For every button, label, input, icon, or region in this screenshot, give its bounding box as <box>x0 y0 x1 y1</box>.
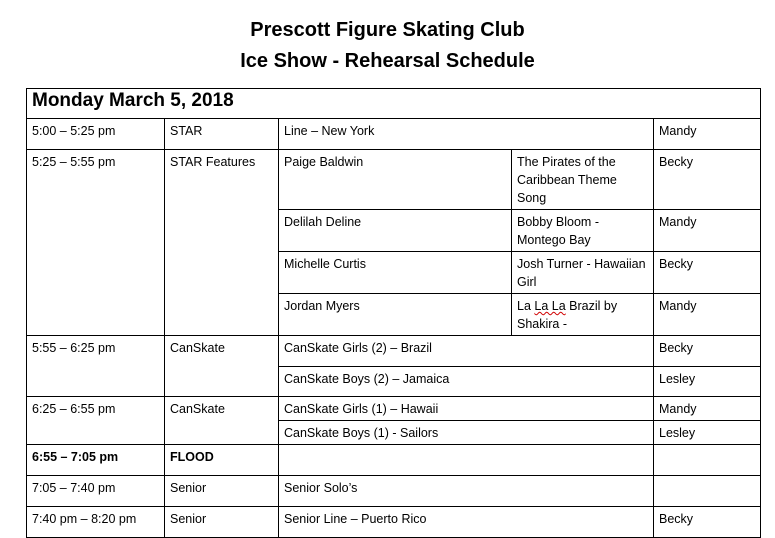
group-cell: STAR <box>165 119 279 150</box>
coach-cell: Mandy <box>654 294 761 336</box>
day-header-row <box>27 89 761 119</box>
table-row <box>27 150 761 210</box>
spellcheck-underlined-text: La La <box>534 299 566 313</box>
item-cell: CanSkate Boys (1) - Sailors <box>279 421 654 445</box>
skater-cell: Michelle Curtis <box>279 252 512 294</box>
music-cell: The Pirates of the Caribbean Theme Song <box>512 150 654 210</box>
skater-cell: Jordan Myers <box>279 294 512 336</box>
table-row <box>27 507 761 538</box>
coach-cell: Mandy <box>654 397 761 421</box>
group-cell: FLOOD <box>165 445 279 476</box>
item-cell: CanSkate Girls (1) – Hawaii <box>279 397 654 421</box>
time-cell: 5:55 – 6:25 pm <box>27 336 165 397</box>
table-row <box>27 336 761 367</box>
item-cell: Senior Solo’s <box>279 476 654 507</box>
document-title: Prescott Figure Skating Club <box>250 19 525 41</box>
coach-cell: Becky <box>654 507 761 538</box>
time-cell: 5:00 – 5:25 pm <box>27 119 165 150</box>
music-cell: Bobby Bloom - Montego Bay <box>512 210 654 252</box>
group-cell: CanSkate <box>165 397 279 445</box>
item-cell <box>279 445 654 476</box>
item-cell: CanSkate Girls (2) – Brazil <box>279 336 654 367</box>
table-row <box>27 119 761 150</box>
group-cell: STAR Features <box>165 150 279 336</box>
day-heading: Monday March 5, 2018 <box>27 89 761 119</box>
coach-cell: Becky <box>654 150 761 210</box>
time-cell: 7:05 – 7:40 pm <box>27 476 165 507</box>
coach-cell: Becky <box>654 336 761 367</box>
coach-cell: Lesley <box>654 367 761 397</box>
table-row <box>27 445 761 476</box>
coach-cell: Mandy <box>654 210 761 252</box>
item-cell: Line – New York <box>279 119 654 150</box>
time-cell: 6:25 – 6:55 pm <box>27 397 165 445</box>
coach-cell <box>654 445 761 476</box>
item-cell: Senior Line – Puerto Rico <box>279 507 654 538</box>
music-cell <box>512 294 654 336</box>
music-text-suffix: Brazil by Shakira - <box>517 299 618 331</box>
group-cell: CanSkate <box>165 336 279 397</box>
item-cell: CanSkate Boys (2) – Jamaica <box>279 367 654 397</box>
table-row <box>27 397 761 421</box>
coach-cell <box>654 476 761 507</box>
group-cell: Senior <box>165 476 279 507</box>
group-cell: Senior <box>165 507 279 538</box>
music-text-prefix: La <box>517 299 535 313</box>
coach-cell: Becky <box>654 252 761 294</box>
time-cell: 5:25 – 5:55 pm <box>27 150 165 336</box>
time-cell: 7:40 pm – 8:20 pm <box>27 507 165 538</box>
table-row <box>27 476 761 507</box>
skater-cell: Delilah Deline <box>279 210 512 252</box>
skater-cell: Paige Baldwin <box>279 150 512 210</box>
document-subtitle: Ice Show - Rehearsal Schedule <box>240 50 535 72</box>
rehearsal-schedule-table <box>26 88 761 538</box>
coach-cell: Mandy <box>654 119 761 150</box>
time-cell: 6:55 – 7:05 pm <box>27 445 165 476</box>
coach-cell: Lesley <box>654 421 761 445</box>
music-cell: Josh Turner - Hawaiian Girl <box>512 252 654 294</box>
